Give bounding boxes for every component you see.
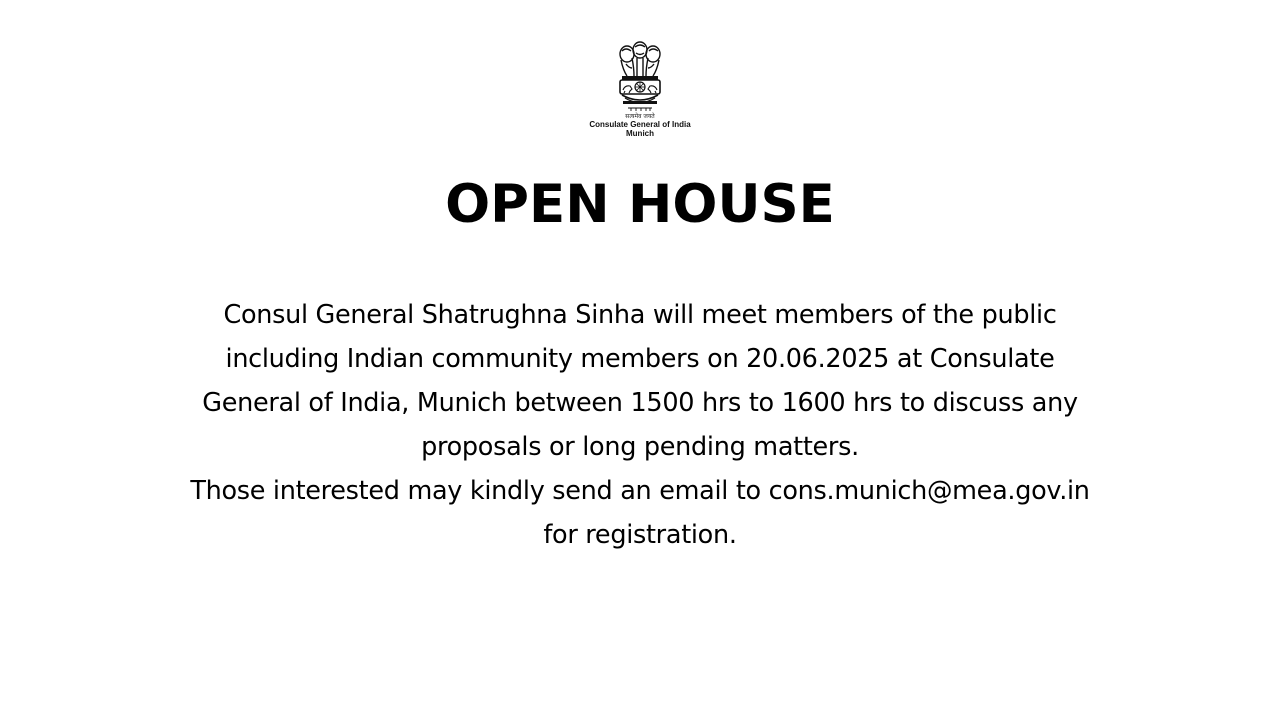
emblem-motto: सत्यमेव जयते xyxy=(625,113,655,120)
page-title: OPEN HOUSE xyxy=(445,174,835,235)
consulate-city: Munich xyxy=(626,129,654,138)
state-emblem-icon xyxy=(613,38,667,112)
announcement-line: for registration. xyxy=(543,520,737,550)
announcement-line: Consul General Shatrughna Sinha will meet members of the public xyxy=(223,300,1057,330)
announcement-body xyxy=(140,293,1140,557)
consulate-name: Consulate General of India xyxy=(589,120,691,129)
announcement-line: General of India, Munich between 1500 hrs to 1600 hrs to discuss any xyxy=(202,388,1078,418)
announcement-line: including Indian community members on 20.06.2025 at Consulate xyxy=(225,344,1055,374)
consulate-header xyxy=(0,38,1280,138)
announcement-line: proposals or long pending matters. xyxy=(421,432,859,462)
announcement-line-email: Those interested may kindly send an email to cons.munich@mea.gov.in xyxy=(190,476,1090,506)
